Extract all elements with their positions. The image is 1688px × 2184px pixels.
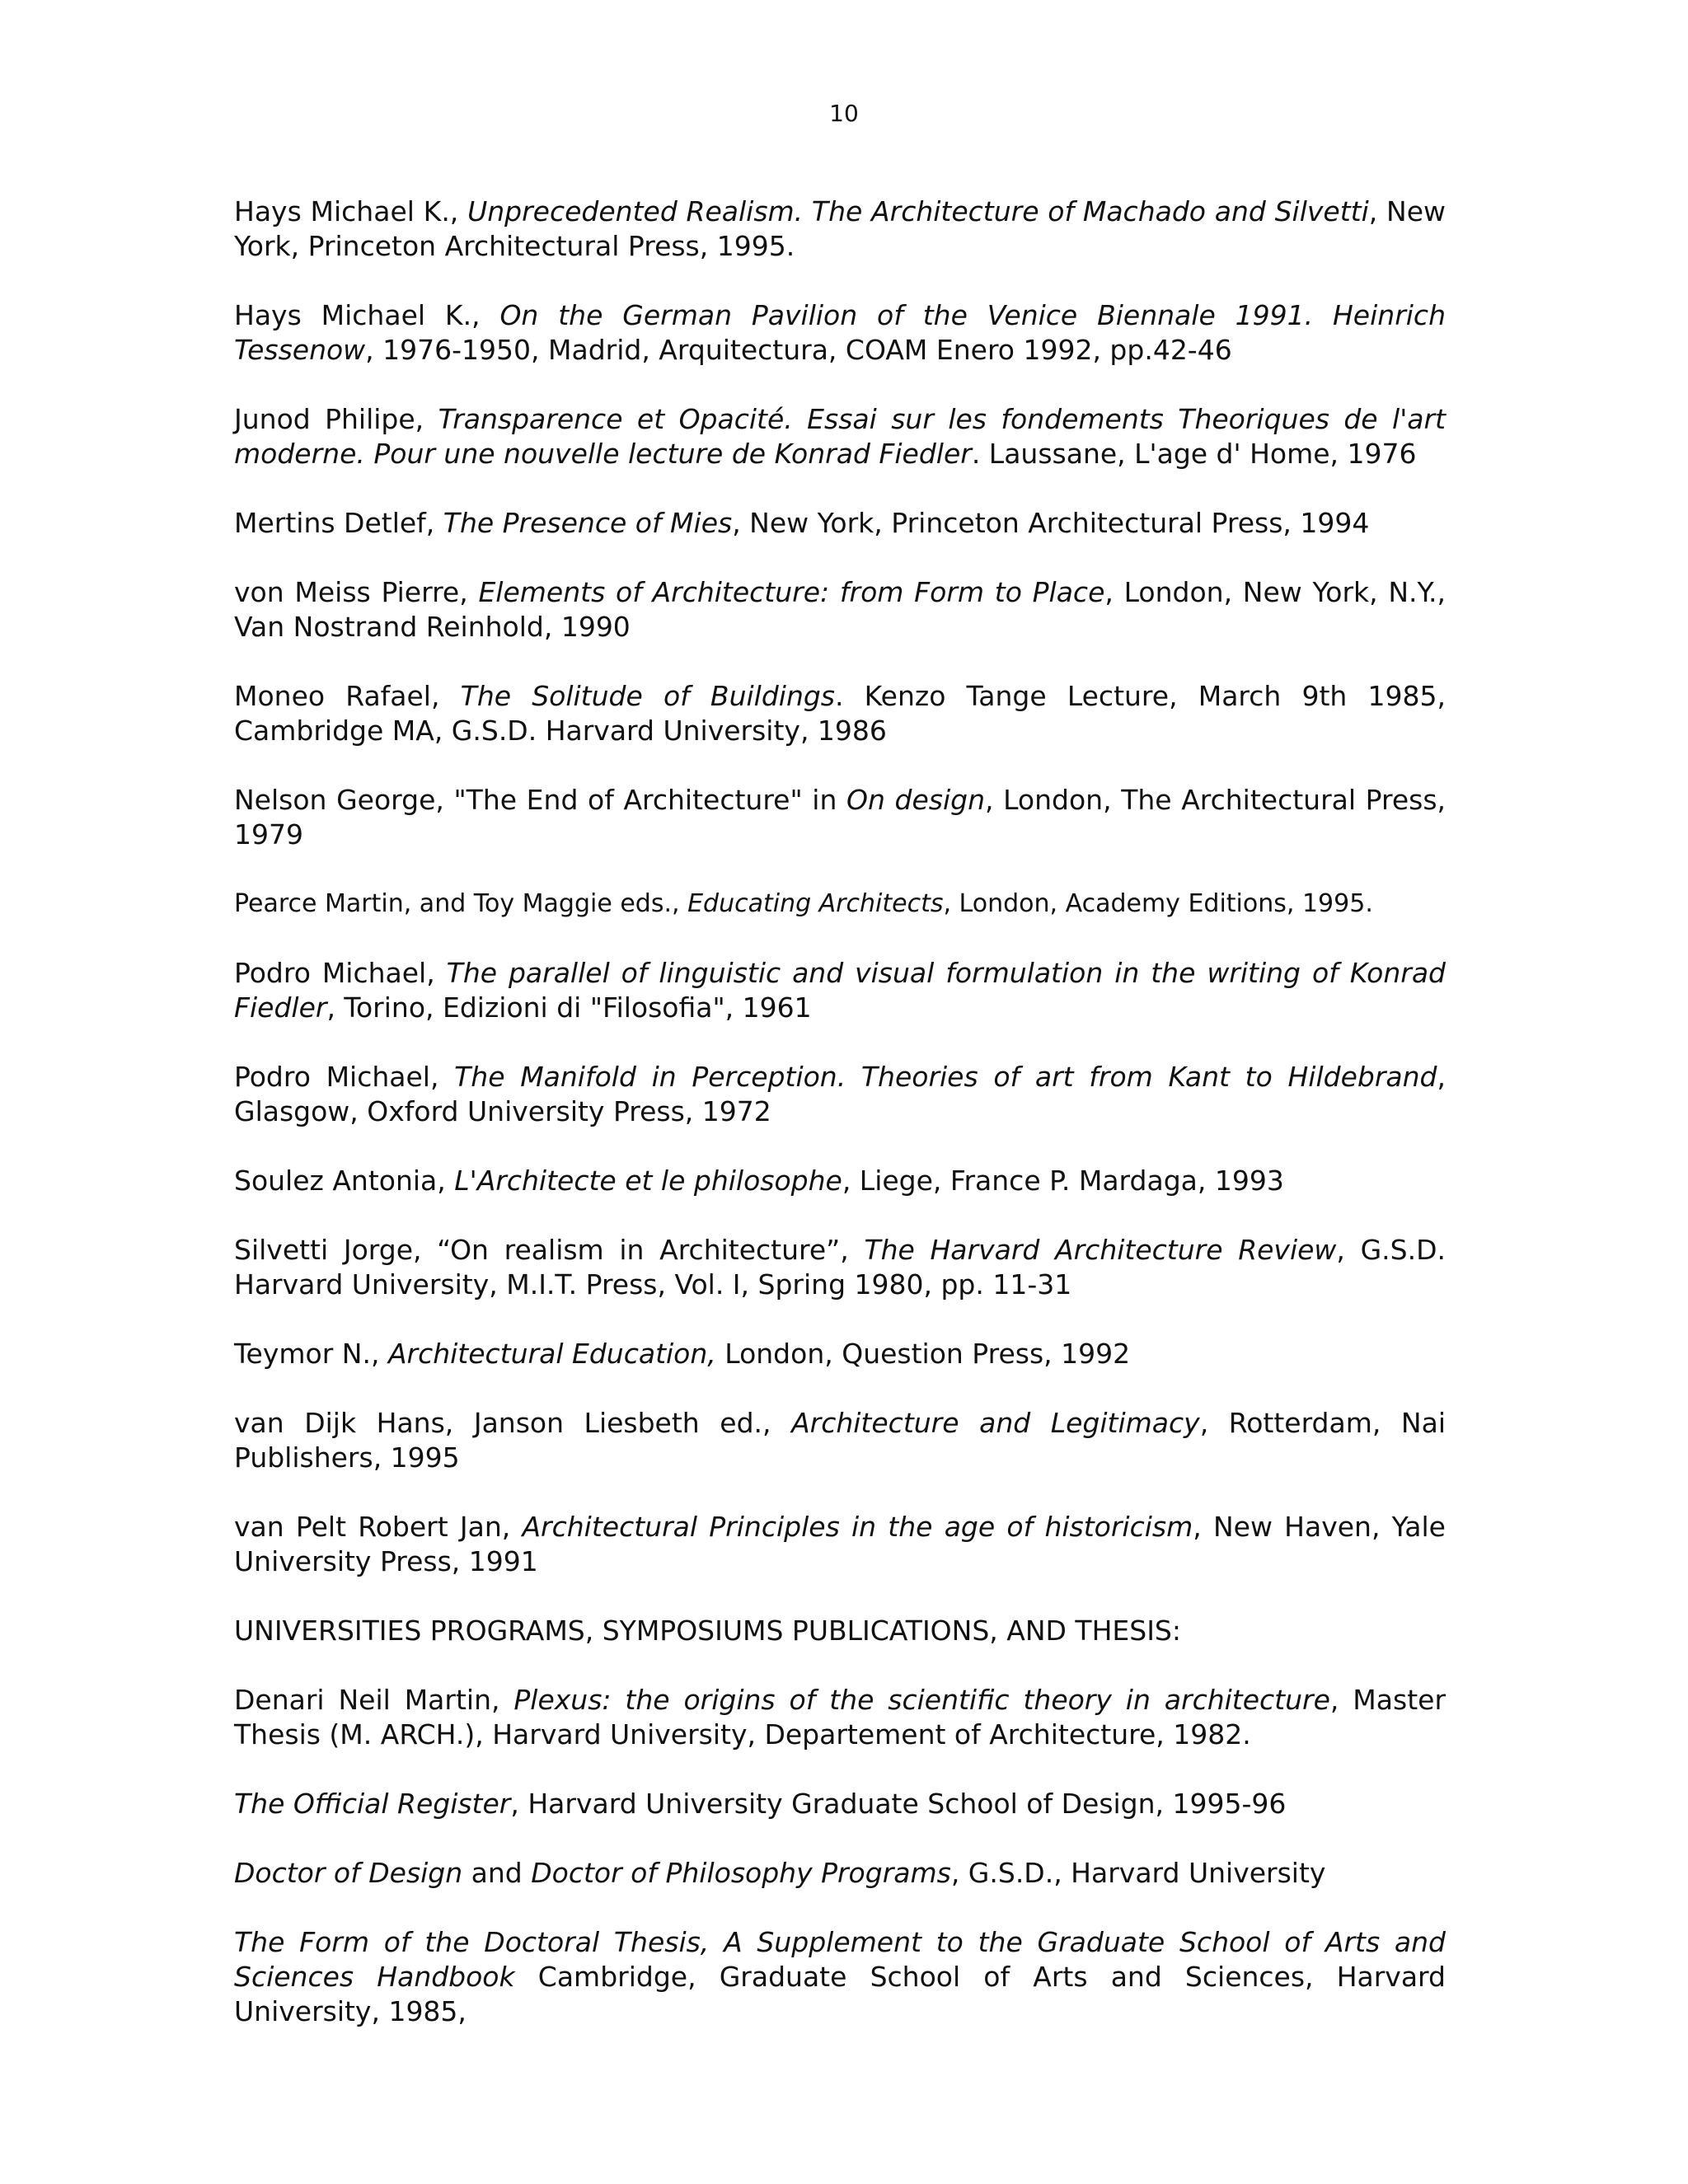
bibliography-entry: Junod Philipe, Transparence et Opacité. Essai sur les fondements Theoriques de l'art moderne. Pour une nouvelle lecture de Konrad Fiedler. Laussane, L'age d' Home, 1976 — [234, 403, 1447, 470]
bibliography-entry: van Dijk Hans, Janson Liesbeth ed., Architecture and Legitimacy, Rotterdam, Nai Publishers, 1995 — [234, 1407, 1446, 1474]
section-heading: UNIVERSITIES PROGRAMS, SYMPOSIUMS PUBLICATIONS, AND THESIS: — [234, 1615, 1181, 1647]
bibliography — [234, 194, 1446, 2064]
thesis-entry: Denari Neil Martin, Plexus: the origins of the scientific theory in architecture, Master Thesis (M. ARCH.), Harvard University, Departement of Architecture, 1982. — [234, 1684, 1447, 1750]
page-number: 10 — [829, 100, 859, 127]
bibliography-entry: Silvetti Jorge, “On realism in Architecture”, The Harvard Architecture Review, G.S.D. Harvard University, M.I.T. Press, Vol. I, Spring 1980, pp. 11-31 — [234, 1234, 1446, 1301]
bibliography-entry: van Pelt Robert Jan, Architectural Principles in the age of historicism, New Haven, Yale University Press, 1991 — [234, 1511, 1446, 1577]
bibliography-entry: Hays Michael K., Unprecedented Realism. The Architecture of Machado and Silvetti, New York, Princeton Architectural Press, 1995. — [234, 195, 1446, 262]
bibliography-entry: Teymor N., Architectural Education, London, Question Press, 1992 — [234, 1338, 1131, 1370]
bibliography-entry: Moneo Rafael, The Solitude of Buildings. Kenzo Tange Lecture, March 9th 1985, Cambridge MA, G.S.D. Harvard University, 1986 — [234, 680, 1446, 747]
bibliography-entry: Podro Michael, The Manifold in Perception. Theories of art from Kant to Hildebrand, Glasgow, Oxford University Press, 1972 — [234, 1061, 1446, 1127]
thesis-entry: The Form of the Doctoral Thesis, A Supplement to the Graduate School of Arts and Sciences Handbook Cambridge, Graduate School of Arts and Sciences, Harvard University, 1985, — [234, 1926, 1446, 2027]
bibliography-entry: Hays Michael K., On the German Pavilion of the Venice Biennale 1991. Heinrich Tessenow, 1976-1950, Madrid, Arquitectura, COAM Enero 1992, pp.42-46 — [234, 299, 1446, 366]
bibliography-entry: Nelson George, "The End of Architecture" in On design, London, The Architectural Press, 1979 — [234, 784, 1446, 851]
bibliography-entry: Pearce Martin, and Toy Maggie eds., Educating Architects, London, Academy Editions, 1995. — [234, 889, 1373, 918]
bibliography-entry: Soulez Antonia, L'Architecte et le philosophe, Liege, France P. Mardaga, 1993 — [234, 1165, 1284, 1197]
thesis-entry: Doctor of Design and Doctor of Philosophy Programs, G.S.D., Harvard University — [234, 1857, 1326, 1889]
bibliography-entry: Mertins Detlef, The Presence of Mies, New York, Princeton Architectural Press, 1994 — [234, 507, 1370, 539]
bibliography-entry: Podro Michael, The parallel of linguistic and visual formulation in the writing of Konrad Fiedler, Torino, Edizioni di "Filosofia", 1961 — [234, 957, 1446, 1024]
thesis-entry: The Official Register, Harvard University Graduate School of Design, 1995-96 — [234, 1788, 1287, 1820]
bibliography-entry: von Meiss Pierre, Elements of Architecture: from Form to Place, London, New York, N.Y., Van Nostrand Reinhold, 1990 — [234, 576, 1447, 643]
